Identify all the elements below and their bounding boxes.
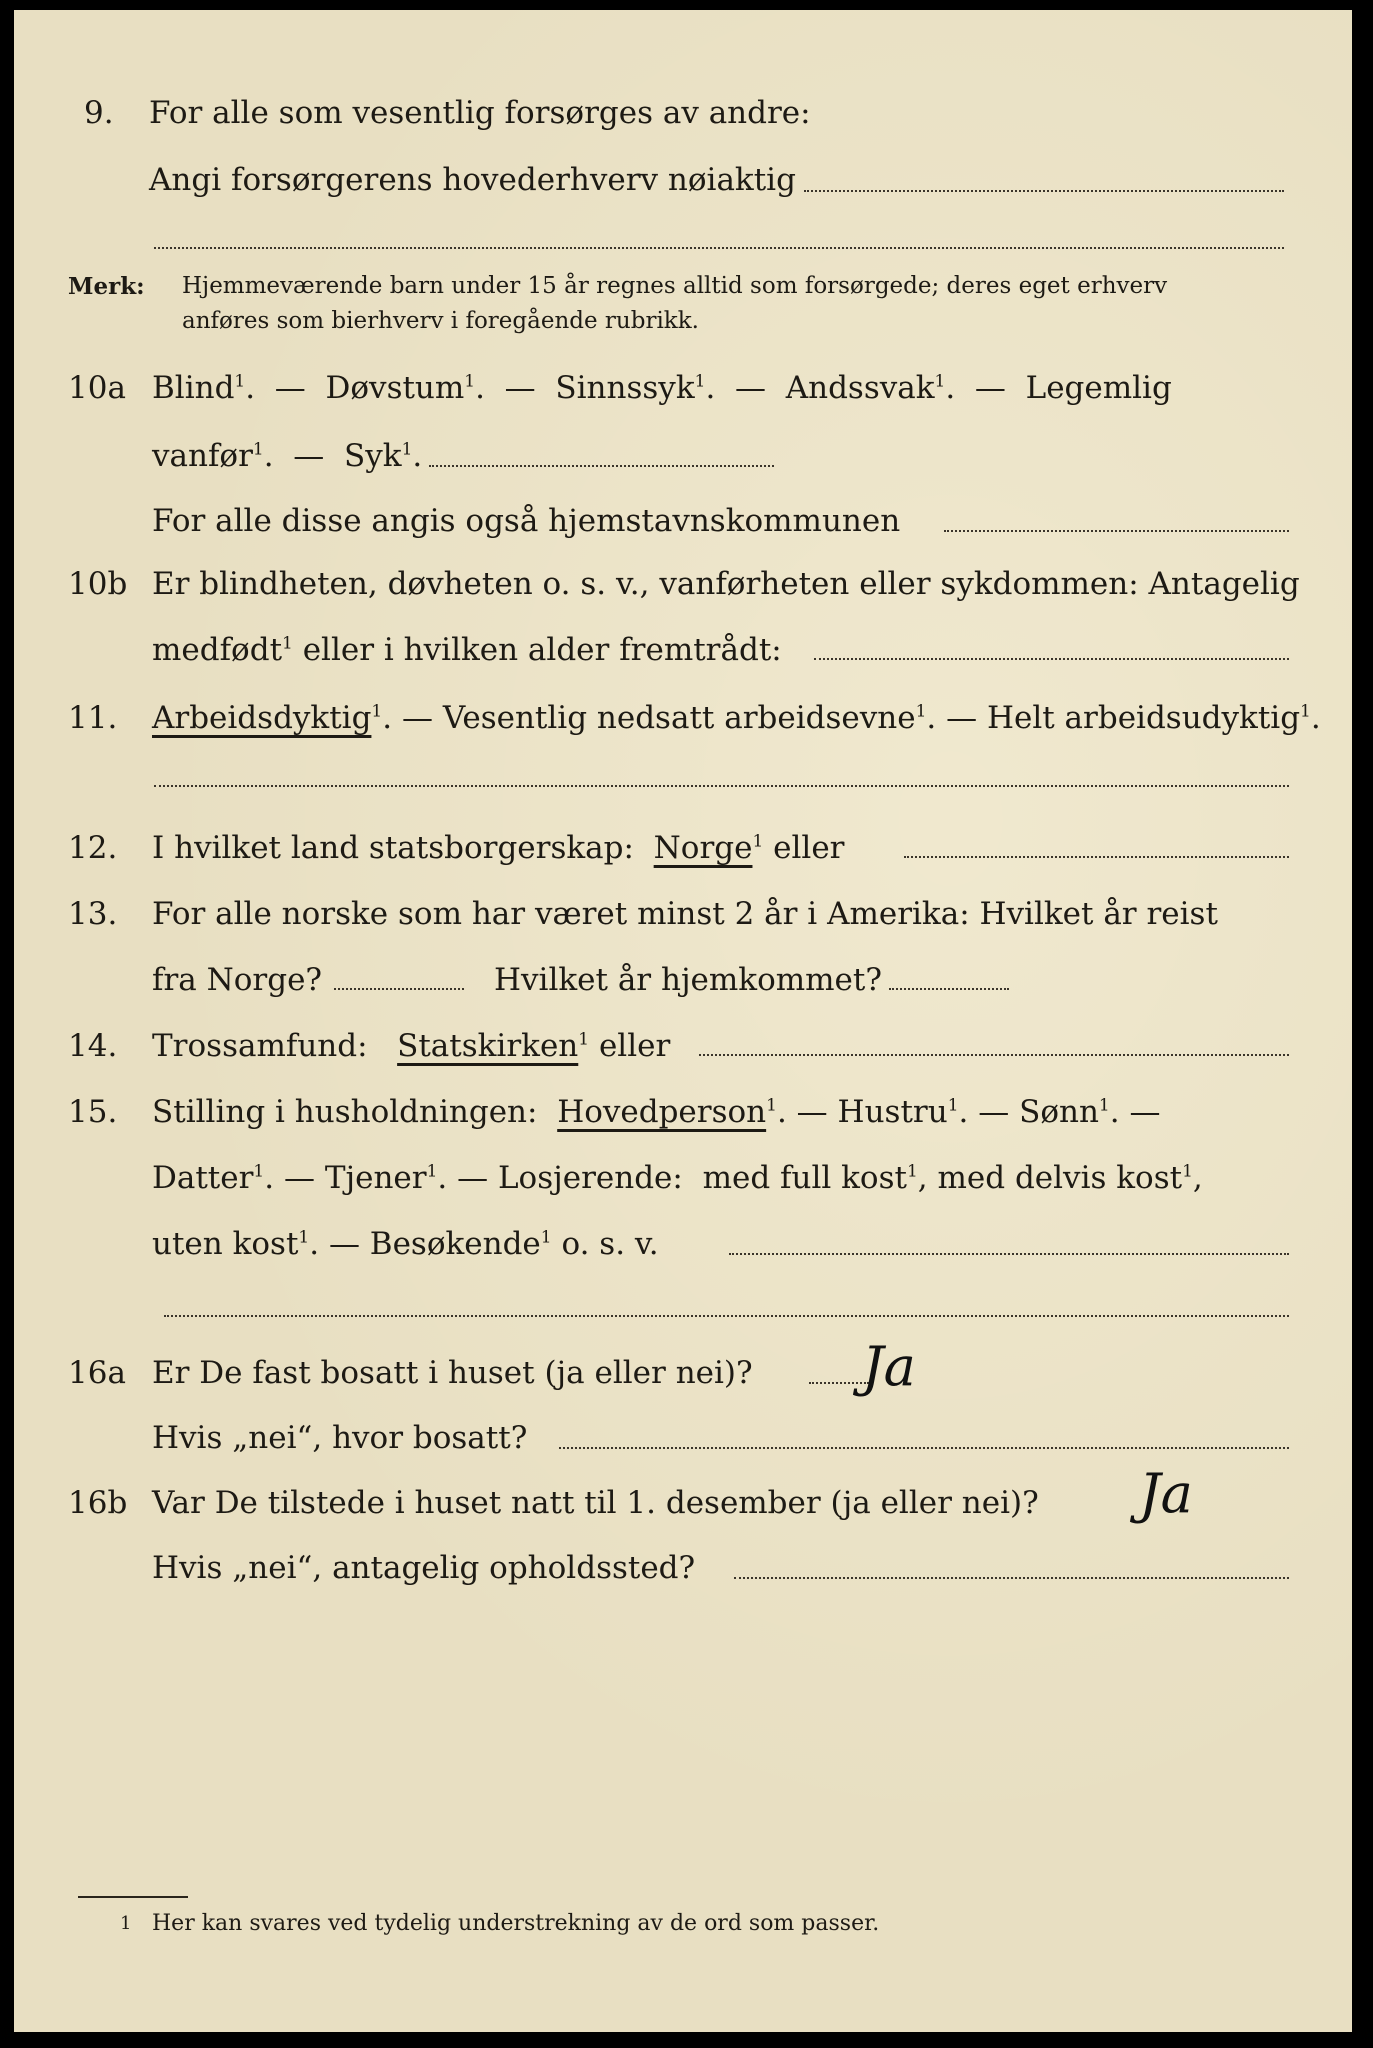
q16a-answer-line[interactable] — [809, 1382, 869, 1384]
option-syk[interactable]: Syk — [344, 438, 402, 474]
option-besokende[interactable]: Besøkende — [369, 1226, 541, 1262]
q12-number: 12. — [68, 830, 118, 866]
footnote-text: Her kan svares ved tydelig understrekning av de ord som passer. — [152, 1911, 880, 1936]
q10a-line2: vanfør$^1$. — Syk$^1$. — [152, 438, 423, 474]
q9-answer-line-2[interactable] — [154, 247, 1284, 249]
q14-text: Trossamfund: — [152, 1028, 368, 1064]
q15-losjerende: Losjerende: — [497, 1160, 683, 1196]
option-dovstum[interactable]: Døvstum — [325, 370, 465, 406]
footnote-mark: 1 — [934, 371, 946, 392]
q15-line2: Datter$^1$. — Tjener$^1$. — Losjerende: med full kost$^1$, med delvis kost$^1$, — [152, 1160, 1203, 1196]
q10b-line2-rest: eller i hvilken alder fremtrådt: — [292, 632, 782, 668]
option-full-kost[interactable]: med full kost — [702, 1160, 907, 1196]
option-vesentlig-nedsatt[interactable]: Vesentlig nedsatt arbeidsevne — [442, 700, 916, 736]
footnote-mark: 1 — [694, 371, 706, 392]
q16b-line2: Hvis „nei“, antagelig opholdssted? — [152, 1550, 696, 1586]
footnote-mark: 1 — [915, 701, 927, 722]
option-tjener[interactable]: Tjener — [324, 1160, 427, 1196]
q13-hjemkommet-line[interactable] — [889, 988, 1009, 990]
q14-line — [152, 1028, 670, 1064]
q16b-line1: Var De tilstede i huset natt til 1. desember (ja eller nei)? — [152, 1485, 1039, 1521]
option-hovedperson[interactable]: Hovedperson — [557, 1094, 767, 1130]
q11-number: 11. — [68, 700, 118, 736]
q15-answer-line[interactable] — [729, 1253, 1289, 1255]
q9-line1: For alle som vesentlig forsørges av andre: — [149, 95, 811, 131]
footnote-rule — [78, 1896, 188, 1898]
option-andssvak[interactable]: Andssvak — [785, 370, 935, 406]
q13-line2b: Hvilket år hjemkommet? — [494, 962, 882, 998]
footnote-mark: 1 — [1300, 701, 1311, 722]
q16a-line2: Hvis „nei“, hvor bosatt? — [152, 1420, 528, 1456]
q13-line2a: fra Norge? — [152, 962, 323, 998]
merk-line1: Hjemmeværende barn under 15 år regnes alltid som forsørgede; deres eget erhverv — [182, 273, 1168, 299]
q15-line1: Stilling i husholdningen: Hovedperson$^1$. — Hustru$^1$. — Sønn$^1$. — — [152, 1094, 1161, 1130]
footnote-mark: 1 — [298, 1227, 310, 1248]
q13-reist-line[interactable] — [334, 988, 464, 990]
q13-line1: For alle norske som har været minst 2 år i Amerika: Hvilket år reist — [152, 896, 1218, 932]
q13-number: 13. — [68, 896, 118, 932]
footnote-mark: 1 — [253, 1161, 265, 1182]
q10b-number: 10b — [68, 566, 128, 602]
footnote-mark: 1 — [752, 831, 764, 852]
footnote-mark: 1 — [234, 371, 246, 392]
footnote-mark: 1 — [1098, 1095, 1110, 1116]
option-delvis-kost[interactable]: med delvis kost — [937, 1160, 1183, 1196]
merk-label: Merk: — [68, 273, 145, 300]
q12-eller: eller — [773, 830, 845, 866]
option-statskirken[interactable]: Statskirken — [397, 1028, 579, 1064]
footnote-mark: 1 — [426, 1161, 438, 1182]
q10a-kommune-line[interactable] — [944, 530, 1289, 532]
q16a-line1: Er De fast bosatt i huset (ja eller nei)? — [152, 1355, 753, 1391]
q9-number: 9. — [84, 95, 114, 131]
q10b-line1: Er blindheten, døvheten o. s. v., vanførheten eller sykdommen: Antagelig — [152, 566, 1300, 602]
q16a-handwritten-answer: Ja — [862, 1335, 916, 1398]
footnote-mark: 1 — [578, 1029, 590, 1050]
option-vanfor[interactable]: vanfør — [152, 438, 253, 474]
q16a-number: 16a — [68, 1355, 126, 1391]
q15-line3: uten kost$^1$. — Besøkende$^1$ o. s. v. — [152, 1226, 659, 1262]
q10a-syk-line[interactable] — [429, 465, 774, 467]
q16b-handwritten-answer: Ja — [1139, 1462, 1193, 1525]
footnote-mark: 1 — [540, 1227, 552, 1248]
q9-line2: Angi forsørgerens hovederhverv nøiaktig — [149, 162, 796, 198]
option-norge[interactable]: Norge — [653, 830, 753, 866]
footnote-mark: 1 — [371, 701, 383, 722]
q15-text: Stilling i husholdningen: — [152, 1094, 538, 1130]
option-datter[interactable]: Datter — [152, 1160, 254, 1196]
option-sonn[interactable]: Sønn — [1019, 1094, 1099, 1130]
q14-number: 14. — [68, 1028, 118, 1064]
option-hustru[interactable]: Hustru — [837, 1094, 948, 1130]
option-legemlig[interactable]: Legemlig — [1025, 370, 1172, 406]
q15-osv: o. s. v. — [561, 1226, 659, 1262]
q9-answer-line[interactable] — [804, 190, 1284, 192]
q10b-answer-line[interactable] — [814, 658, 1289, 660]
q16a-bosatt-line[interactable] — [559, 1447, 1289, 1449]
q11-extra-line[interactable] — [154, 785, 1289, 787]
q10a-number: 10a — [68, 370, 126, 406]
q11-line: Arbeidsdyktig$^1$. — Vesentlig nedsatt arbeidsevne$^1$. — Helt arbeidsudyktig$^1$. — [152, 700, 1321, 736]
option-helt-arbeidsudyktig[interactable]: Helt arbeidsudyktig — [986, 700, 1301, 736]
census-form-page — [14, 10, 1352, 2032]
footnote-mark: 1 — [766, 1095, 777, 1116]
footnote-mark: 1 — [401, 439, 413, 460]
q14-eller: eller — [598, 1028, 671, 1064]
option-blind[interactable]: Blind — [152, 370, 235, 406]
option-arbeidsdyktig[interactable]: Arbeidsdyktig — [152, 700, 372, 736]
q14-answer-line[interactable] — [699, 1054, 1289, 1056]
q12-answer-line[interactable] — [904, 856, 1289, 858]
option-medfodt[interactable]: medfødt — [152, 632, 283, 668]
footnote-mark: 1 — [1182, 1161, 1193, 1182]
q12-line — [152, 830, 845, 866]
merk-line2: anføres som bierhverv i foregående rubrikk. — [182, 308, 699, 334]
footnote-mark: 1 — [464, 371, 476, 392]
q10a-line1: Blind$^1$. — Døvstum$^1$. — Sinnssyk$^1$. — Andssvak$^1$. — Legemlig — [152, 370, 1172, 406]
footnote-mark: 1 — [282, 633, 293, 654]
q10b-line2 — [152, 632, 782, 668]
q15-extra-line[interactable] — [164, 1315, 1289, 1317]
q12-text: I hvilket land statsborgerskap: — [152, 830, 634, 866]
option-sinnssyk[interactable]: Sinnssyk — [555, 370, 695, 406]
footnote-mark: 1 — [252, 439, 264, 460]
q16b-opholdssted-line[interactable] — [734, 1577, 1289, 1579]
option-uten-kost[interactable]: uten kost — [152, 1226, 299, 1262]
q16b-number: 16b — [68, 1485, 128, 1521]
footnote-mark: 1 — [120, 1913, 132, 1934]
footnote-mark: 1 — [947, 1095, 959, 1116]
footnote-mark: 1 — [906, 1161, 918, 1182]
q15-number: 15. — [68, 1094, 118, 1130]
q10a-line3: For alle disse angis også hjemstavnskommunen — [152, 503, 901, 539]
